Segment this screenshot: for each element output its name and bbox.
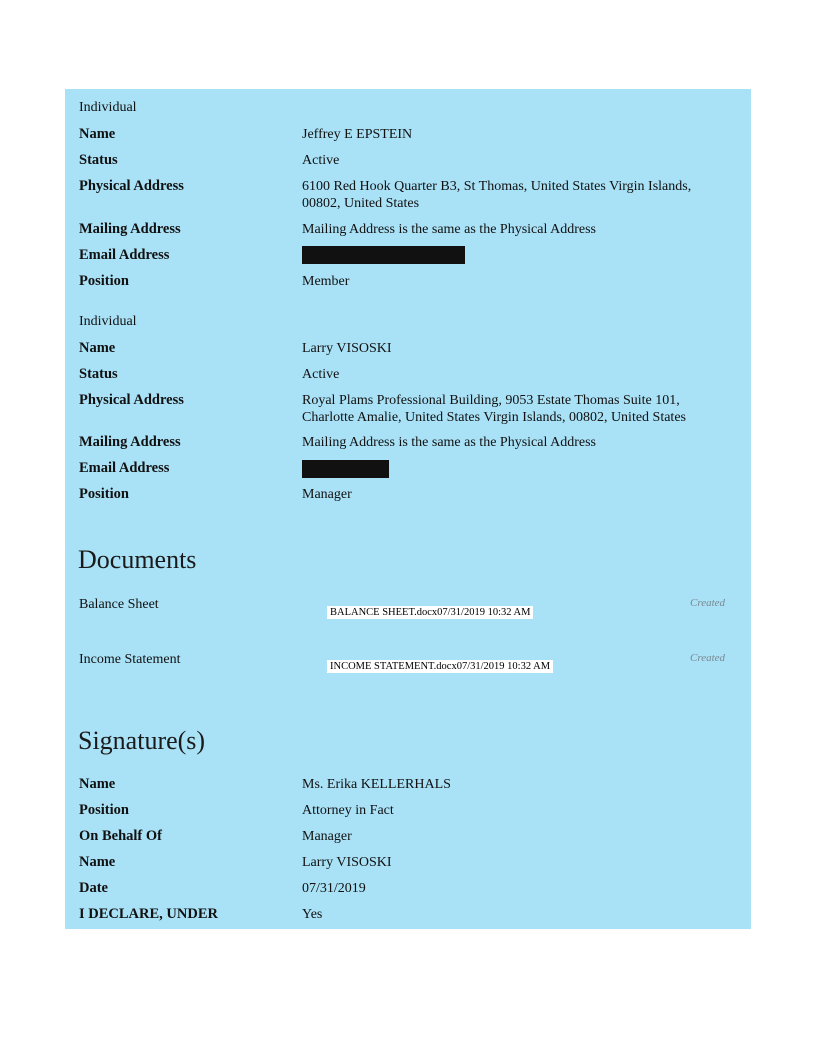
signature-label: On Behalf Of <box>79 828 162 844</box>
position-value: Member <box>302 274 350 289</box>
physical-address-line1: Royal Plams Professional Building, 9053 Estate Thomas Suite 101, <box>302 393 680 408</box>
status-value: Active <box>302 153 340 168</box>
document-status: Created <box>690 652 726 664</box>
document-file-link[interactable]: BALANCE SHEET.docx07/31/2019 10:32 AM <box>327 606 533 619</box>
position-label: Position <box>79 273 129 289</box>
mailing-address-value: Mailing Address is the same as the Physical Address <box>302 222 596 237</box>
form-panel <box>65 89 751 929</box>
signature-label: Position <box>79 802 129 818</box>
individual-section-label: Individual <box>79 100 137 115</box>
name-label: Name <box>79 126 116 142</box>
redacted-email <box>302 246 465 264</box>
physical-address-label: Physical Address <box>79 392 184 408</box>
mailing-address-value: Mailing Address is the same as the Physical Address <box>302 435 596 450</box>
status-label: Status <box>79 152 118 168</box>
physical-address-label: Physical Address <box>79 178 184 194</box>
redacted-email <box>302 460 389 478</box>
signature-value: 07/31/2019 <box>302 881 366 896</box>
signature-value: Yes <box>302 907 323 922</box>
signature-value: Manager <box>302 829 352 844</box>
document-file-link[interactable]: INCOME STATEMENT.docx07/31/2019 10:32 AM <box>327 660 553 673</box>
status-value: Active <box>302 367 340 382</box>
physical-address-line2: 00802, United States <box>302 196 420 211</box>
status-label: Status <box>79 366 118 382</box>
name-value: Jeffrey E EPSTEIN <box>302 127 413 142</box>
individual-section-label: Individual <box>79 314 137 329</box>
mailing-address-label: Mailing Address <box>79 434 181 450</box>
signature-value: Ms. Erika KELLERHALS <box>302 777 451 792</box>
position-value: Manager <box>302 487 352 502</box>
email-address-label: Email Address <box>79 247 170 263</box>
physical-address-line1: 6100 Red Hook Quarter B3, St Thomas, United States Virgin Islands, <box>302 179 692 194</box>
signature-value: Attorney in Fact <box>302 803 394 818</box>
mailing-address-label: Mailing Address <box>79 221 181 237</box>
signature-label: Name <box>79 854 116 870</box>
name-value: Larry VISOSKI <box>302 341 392 356</box>
signature-value: Larry VISOSKI <box>302 855 392 870</box>
documents-heading: Documents <box>78 545 197 574</box>
document-label: Income Statement <box>79 652 181 667</box>
physical-address-line2: Charlotte Amalie, United States Virgin Islands, 00802, United States <box>302 410 686 425</box>
signature-label: I DECLARE, UNDER <box>79 906 218 922</box>
document-label: Balance Sheet <box>79 597 159 612</box>
email-address-label: Email Address <box>79 460 170 476</box>
signatures-heading: Signature(s) <box>78 726 206 755</box>
signature-label: Name <box>79 776 116 792</box>
name-label: Name <box>79 340 116 356</box>
position-label: Position <box>79 486 129 502</box>
signature-label: Date <box>79 880 108 896</box>
document-status: Created <box>690 597 726 609</box>
